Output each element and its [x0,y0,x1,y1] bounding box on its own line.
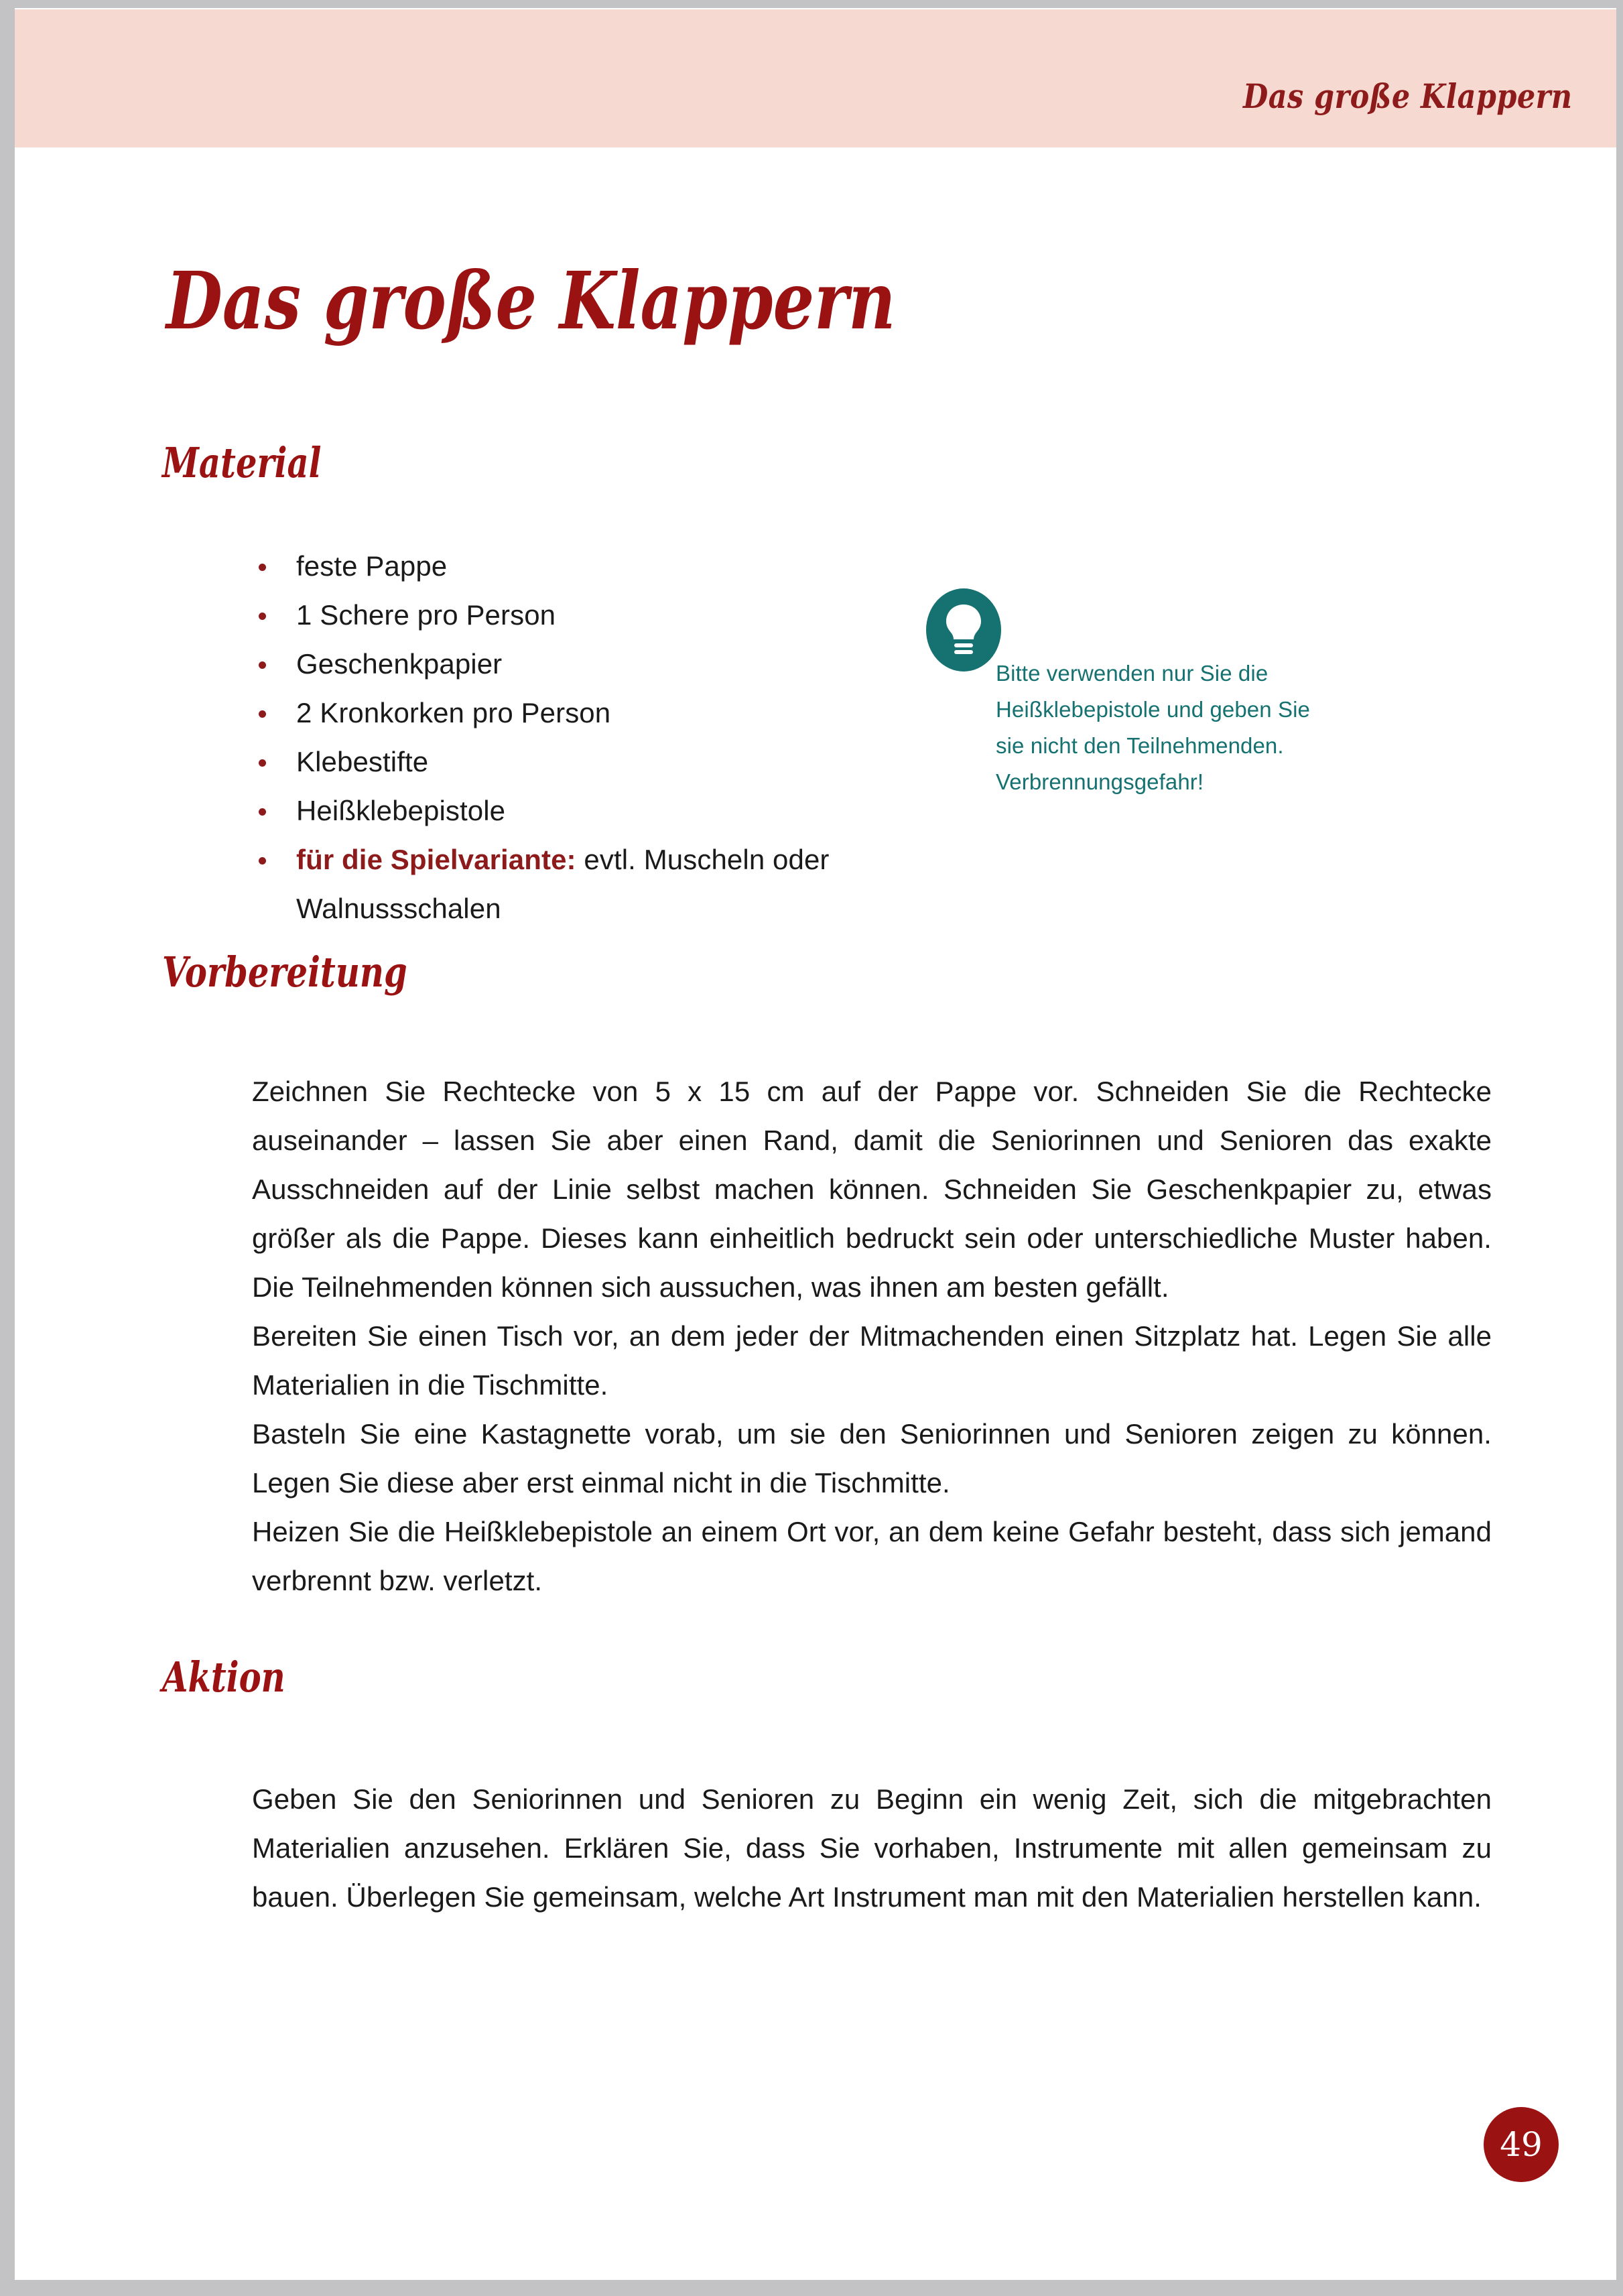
list-item [255,639,871,688]
material-item-text: 1 Schere pro Person [296,599,556,631]
paragraph: Geben Sie den Seniorinnen und Senioren zu Beginn ein wenig Zeit, sich die mitgebrachten Materialien anzusehen. Erklären Sie, dass Sie vorhaben, Instrumente mit allen gemeinsam zu bauen. Überlegen Sie gemeinsam, welche Art Instrument man mit den Materialien herstellen kann. [252,1783,1492,1913]
material-item-text: Klebestifte [296,746,429,777]
header-band [15,9,1616,147]
material-list [255,541,871,933]
section-heading-aktion: Aktion [162,1653,285,1702]
lightbulb-icon [926,588,1001,672]
tip-text: Bitte verwenden nur Sie die Heißklebepistole und geben Sie sie nicht den Teilnehmenden. Verbrennungsgefahr! [996,661,1310,794]
list-item [255,688,871,737]
material-item-text: 2 Kronkorken pro Person [296,697,611,728]
material-item-text: Heißklebepistole [296,795,506,826]
paragraph: Zeichnen Sie Rechtecke von 5 x 15 cm auf der Pappe vor. Schneiden Sie die Rechtecke auseinander – lassen Sie aber einen Rand, damit die Seniorinnen und Senioren das exakte Ausschneiden auf der Linie selbst machen können. Schneiden Sie Geschenkpapier zu, etwas größer als die Pappe. Dieses kann einheitlich bedruckt sein oder unterschiedliche Muster haben. Die Teilnehmenden können sich aussuchen, was ihnen am besten gefällt. [252,1076,1492,1303]
material-item-text: Geschenkpapier [296,648,503,680]
list-item [255,541,871,590]
page-title: Das große Klappern [166,254,896,347]
list-item [255,590,871,639]
page-number-badge: 49 [1484,2107,1559,2182]
running-head-title: Das große Klappern [1242,76,1572,116]
material-item-text: feste Pappe [296,550,448,582]
paragraph: Heizen Sie die Heißklebepistole an einem Ort vor, an dem keine Gefahr besteht, dass sich jemand verbrennt bzw. verletzt. [252,1516,1492,1596]
list-item [255,786,871,835]
paragraph: Bereiten Sie einen Tisch vor, an dem jeder der Mitmachenden einen Sitzplatz hat. Legen Sie alle Materialien in die Tischmitte. [252,1320,1492,1401]
section-heading-material: Material [162,438,322,487]
material-item-variant-label: für die Spielvariante: [296,844,576,875]
section-heading-vorbereitung: Vorbereitung [162,948,407,997]
list-item [255,737,871,786]
paragraph: Basteln Sie eine Kastagnette vorab, um sie den Seniorinnen und Senioren zeigen zu können. Legen Sie diese aber erst einmal nicht in die Tischmitte. [252,1418,1492,1498]
body-text-vorbereitung [252,1067,1492,1605]
list-item [255,835,871,933]
material-item-text: evtl. Muscheln oder Walnussschalen [296,844,830,924]
body-text-aktion [252,1775,1492,1921]
